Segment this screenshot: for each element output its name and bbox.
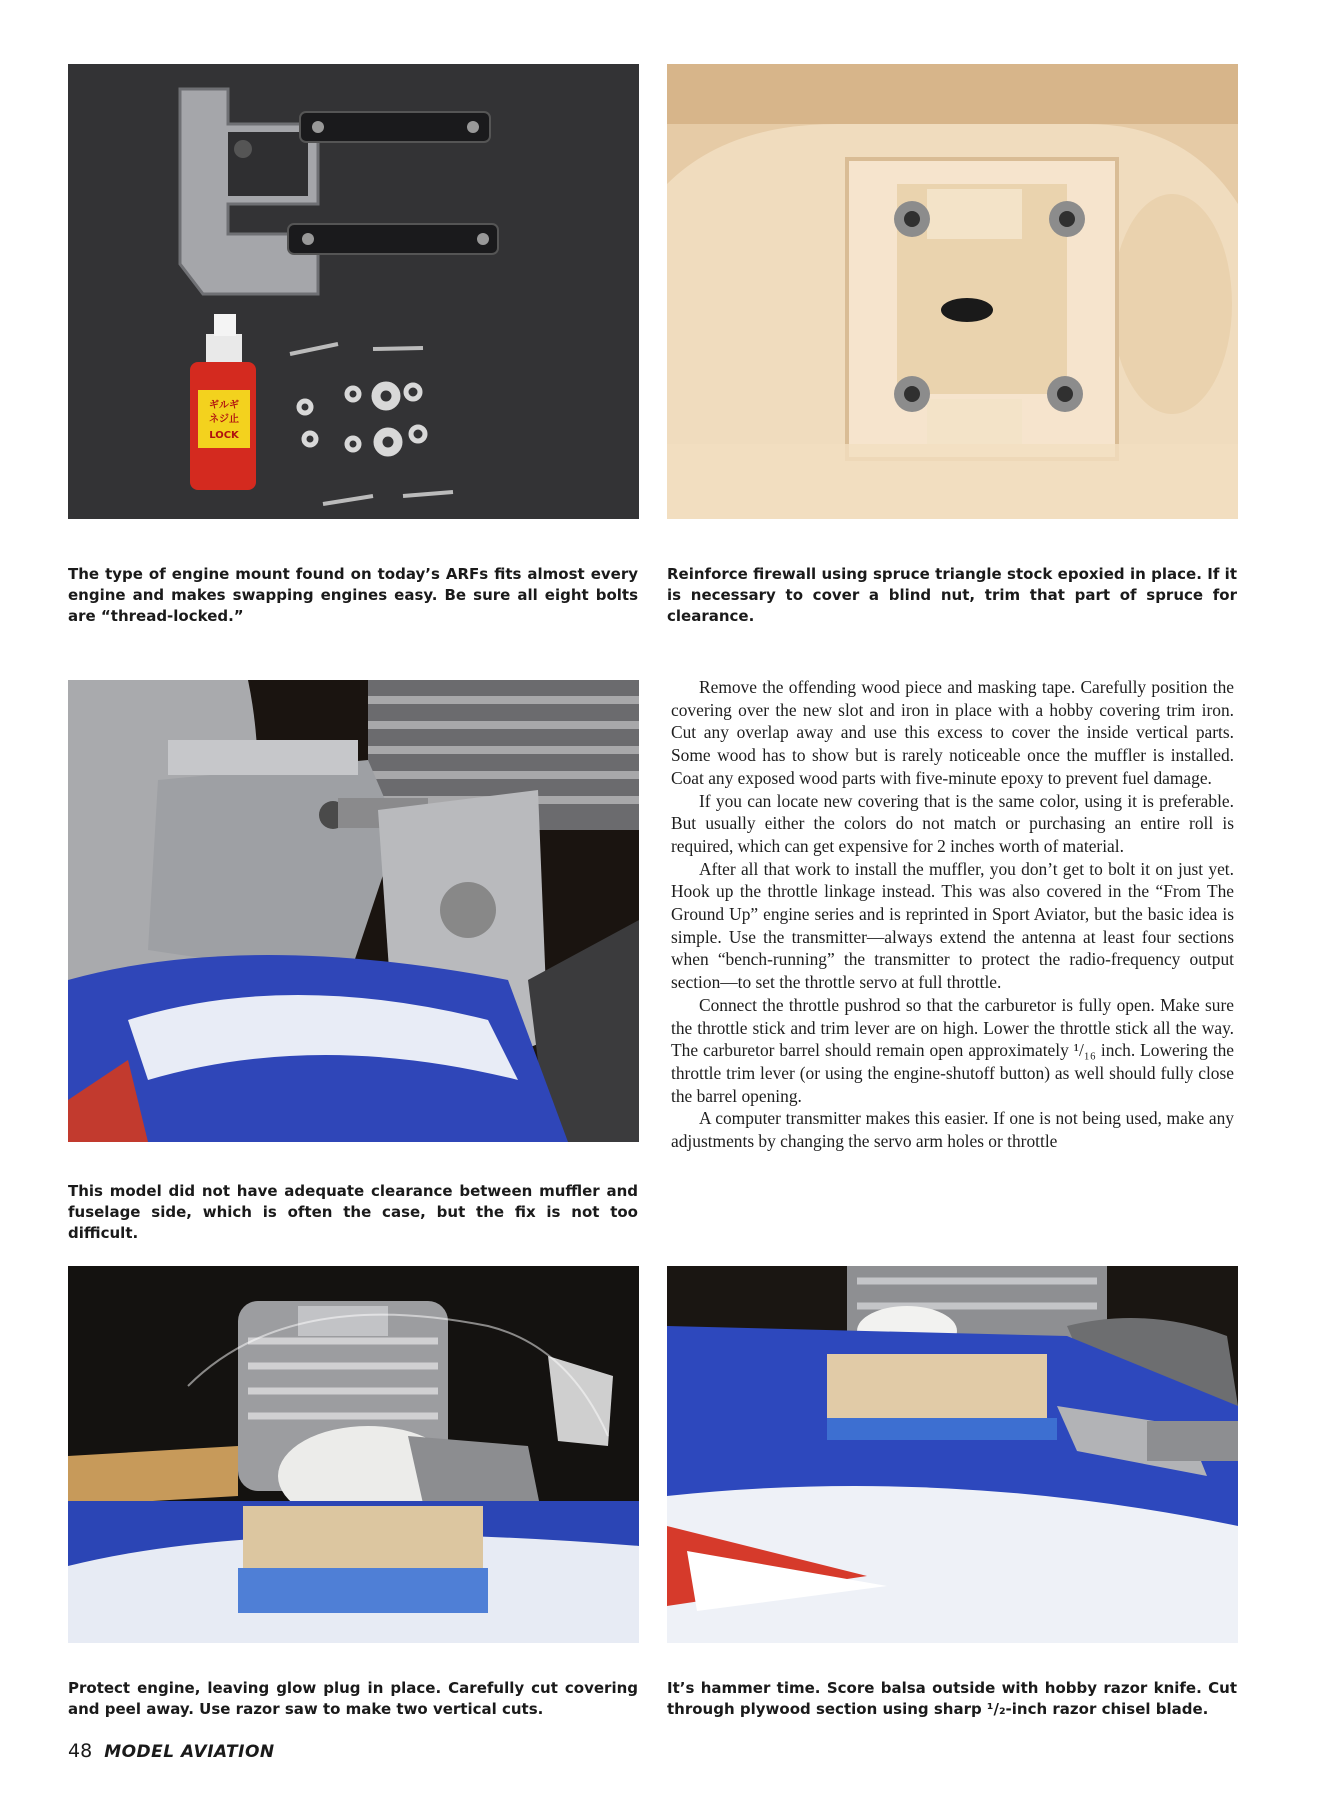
body-paragraph: A computer transmitter makes this easier. If one is not being used, make any adjustments by changing the servo arm holes or throttle [671,1108,1234,1152]
photo-protected-engine [68,1266,639,1643]
bottle-label-line-1: ギルギ [209,400,239,411]
article-body [671,676,1234,1153]
photo-razor-chisel [667,1266,1238,1643]
body-paragraph: After all that work to install the muffler, you don’t get to bolt it on just yet. Hook up the throttle linkage instead. This was also covered in the “From The Ground Up” engine series and is reprinted in Sport Aviator, but the basic idea is simple. Use the transmitter—always extend the antenna at least four sections when “bench-running” the transmitter to protect the radio-frequency output section—to set the throttle servo at full throttle. [671,858,1234,993]
photo-firewall-blind-nuts [667,64,1238,519]
caption-hammer-time: It’s hammer time. Score balsa outside with hobby razor knife. Cut through plywood section using sharp ¹/₂-inch razor chisel blade. [667,1679,1237,1718]
body-paragraph: Connect the throttle pushrod so that the carburetor is fully open. Make sure the throttle stick and trim lever are on high. Lower the throttle stick all the way. The carburetor barrel should remain open approximately ¹/₁₆ inch. Lowering the throttle trim lever (or using the engine-shutoff button) as well should fully close the barrel opening. [671,994,1234,1106]
magazine-name: MODEL AVIATION [104,1742,275,1762]
bottle-label-line-3: LOCK [209,430,239,441]
caption-protect-engine: Protect engine, leaving glow plug in place. Carefully cut covering and peel away. Use razor saw to make two vertical cuts. [68,1679,638,1718]
photo-engine-mount [68,64,639,519]
caption-muffler-clearance: This model did not have adequate clearance between muffler and fuselage side, which is often the case, but the fix is not too difficult. [68,1182,638,1242]
page-number: 48 [68,1740,93,1762]
photo-muffler-clearance [68,680,639,1142]
page-footer [68,1740,275,1762]
caption-engine-mount: The type of engine mount found on today’s ARFs fits almost every engine and makes swapping engines easy. Be sure all eight bolts are “thread-locked.” [68,565,638,625]
bottle-label-line-2: ネジ止 [209,414,239,425]
body-paragraph: If you can locate new covering that is the same color, using it is preferable. But usually either the colors do not match or purchasing an entire roll is required, which can get expensive for 2 inches worth of material. [671,790,1234,856]
body-paragraph: Remove the offending wood piece and masking tape. Carefully position the covering over the new slot and iron in place with a hobby covering trim iron. Cut any overlap away and use this excess to cover the inside vertical parts. Some wood has to show but is rarely noticeable once the muffler is installed. Coat any exposed wood parts with five-minute epoxy to prevent fuel damage. [671,677,1234,788]
caption-firewall: Reinforce firewall using spruce triangle stock epoxied in place. If it is necessary to cover a blind nut, trim that part of spruce for clearance. [667,565,1237,625]
